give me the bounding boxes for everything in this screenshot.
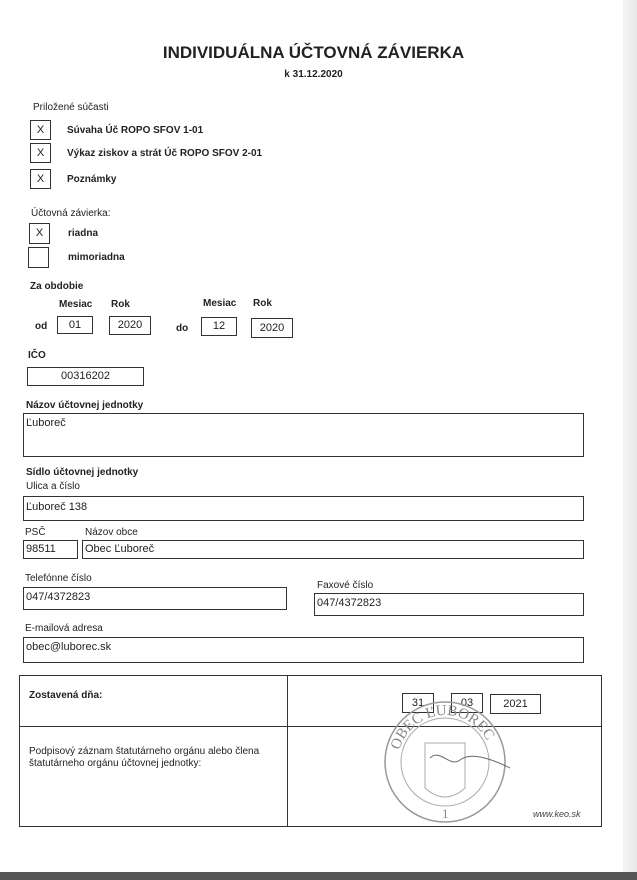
page-subtitle: k 31.12.2020 (284, 69, 343, 80)
page-title: INDIVIDUÁLNA ÚČTOVNÁ ZÁVIERKA (162, 43, 465, 62)
regular-checkbox[interactable]: X (29, 223, 50, 244)
signature-label-line: štatutárneho orgánu účtovnej jednotky: (29, 758, 202, 769)
to-month-label: Mesiac (203, 298, 237, 309)
fax-field[interactable]: 047/4372823 (314, 593, 584, 616)
from-month-label: Mesiac (59, 299, 93, 310)
compiled-year-field[interactable]: 2021 (490, 694, 541, 714)
table-divider (287, 676, 288, 826)
compiled-day-field[interactable]: 31 (402, 693, 434, 713)
zip-field[interactable]: 98511 (23, 540, 78, 559)
from-month-field[interactable]: 01 (57, 316, 93, 334)
phone-field[interactable]: 047/4372823 (23, 587, 287, 610)
table-divider (20, 726, 601, 727)
attachment-label: Súvaha Úč ROPO SFOV 1-01 (67, 125, 204, 136)
scan-edge (623, 0, 637, 880)
to-year-field[interactable]: 2020 (251, 318, 293, 338)
extraordinary-label: mimoriadna (68, 252, 125, 263)
attachment-label: Poznámky (67, 174, 117, 185)
signature-scribble (430, 755, 510, 768)
extraordinary-checkbox[interactable] (28, 247, 49, 268)
regular-label: riadna (68, 228, 99, 239)
email-field[interactable]: obec@luborec.sk (23, 637, 584, 663)
signature-label-line: Podpisový záznam štatutárneho orgánu alebo člena (29, 746, 260, 757)
from-year-label: Rok (111, 299, 130, 310)
stamp-text: OBEC ĽUBOREC (387, 702, 498, 752)
signature-table (19, 675, 602, 827)
zip-label: PSČ (25, 527, 46, 538)
official-stamp (380, 698, 510, 828)
entity-name-label: Názov účtovnej jednotky (26, 400, 144, 411)
statement-type-label: Účtovná závierka: (31, 208, 111, 219)
compiled-label: Zostavená dňa: (29, 690, 103, 701)
stamp-number: 1 (442, 806, 449, 821)
ico-label: IČO (28, 350, 46, 361)
to-year-label: Rok (253, 298, 272, 309)
signature-label (29, 746, 259, 770)
town-field[interactable]: Obec Ľuboreč (82, 540, 584, 559)
email-label: E-mailová adresa (25, 623, 103, 634)
street-field[interactable]: Ľuboreč 138 (23, 496, 584, 521)
ico-field[interactable]: 00316202 (27, 367, 144, 386)
period-label: Za obdobie (30, 281, 84, 292)
attachment-label: Výkaz ziskov a strát Úč ROPO SFOV 2-01 (67, 148, 263, 159)
to-month-field[interactable]: 12 (201, 317, 237, 336)
footer-url: www.keo.sk (533, 809, 581, 819)
entity-name-field[interactable]: Ľuboreč (23, 413, 584, 457)
attachment-checkbox[interactable]: X (30, 143, 51, 163)
scan-bottom-edge (0, 872, 637, 880)
phone-label: Telefónne číslo (25, 573, 92, 584)
compiled-month-field[interactable]: 03 (451, 693, 483, 713)
svg-text:OBEC ĽUBOREC (388, 703, 497, 752)
attachment-checkbox[interactable]: X (30, 169, 51, 189)
street-label: Ulica a číslo (26, 481, 80, 492)
town-label: Názov obce (85, 527, 138, 538)
to-label: do (176, 323, 189, 334)
attachment-checkbox[interactable]: X (30, 120, 51, 140)
from-year-field[interactable]: 2020 (109, 316, 151, 335)
attachments-label: Priložené súčasti (33, 102, 109, 113)
from-label: od (35, 321, 48, 332)
seat-label: Sídlo účtovnej jednotky (26, 467, 139, 478)
fax-label: Faxové číslo (317, 580, 374, 591)
